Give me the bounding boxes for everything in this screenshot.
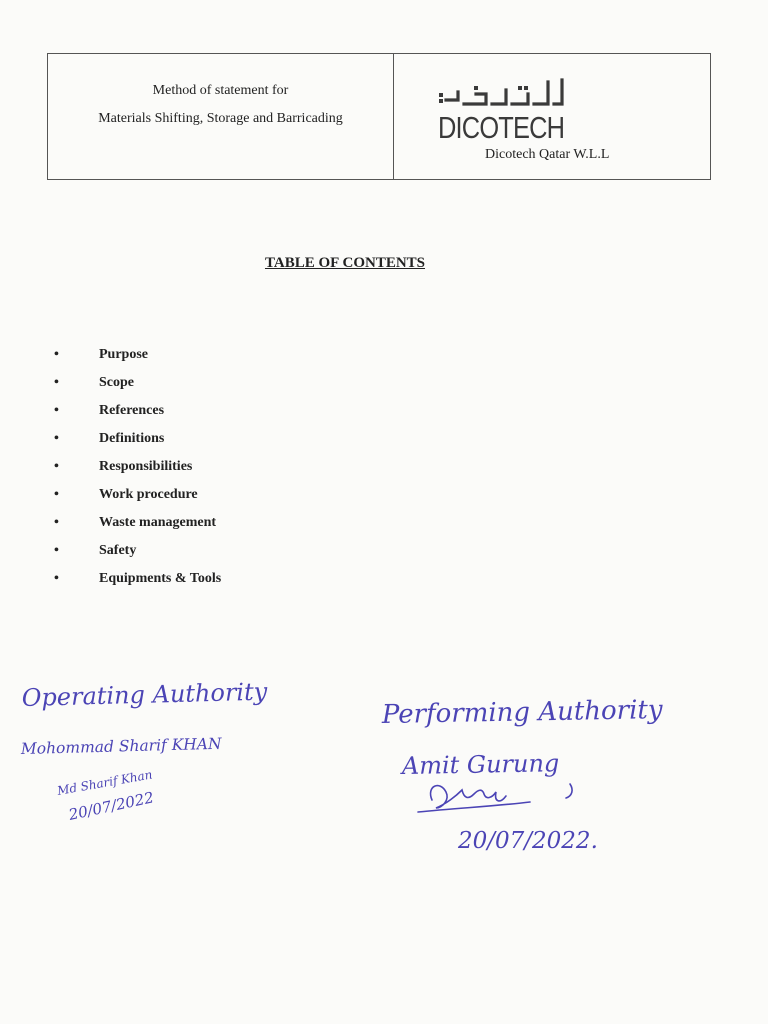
- company-name: Dicotech Qatar W.L.L: [485, 147, 610, 162]
- toc-item-label: Work procedure: [99, 487, 198, 502]
- title-line-2: Materials Shifting, Storage and Barricading: [98, 111, 343, 126]
- bullet-icon: •: [54, 543, 59, 558]
- toc-item-label: Safety: [99, 543, 137, 558]
- bullet-icon: •: [54, 515, 59, 530]
- operating-authority-date: 20/07/2022: [67, 788, 156, 824]
- performing-authority-date: 20/07/2022.: [458, 828, 598, 854]
- operating-authority-label: Operating Authority: [21, 677, 268, 712]
- toc-item-label: Responsibilities: [99, 459, 193, 474]
- performing-authority-signature-icon: [418, 784, 572, 812]
- toc-item-label: Scope: [99, 375, 134, 390]
- bullet-icon: •: [54, 459, 59, 474]
- toc-item-label: Waste management: [99, 515, 217, 530]
- operating-authority-name: Mohommad Sharif KHAN: [20, 734, 222, 758]
- toc-item-label: Definitions: [99, 431, 165, 446]
- dicotech-wordmark: DICOTECH: [438, 110, 565, 145]
- bullet-icon: •: [54, 403, 59, 418]
- performing-authority-name: Amit Gurung: [401, 749, 560, 780]
- performing-authority-label: Performing Authority: [381, 695, 663, 730]
- dicotech-arabic-logo-icon: [436, 74, 576, 114]
- bullet-icon: •: [54, 375, 59, 390]
- operating-authority-signature: Md Sharif Khan: [56, 767, 154, 798]
- title-line-1: Method of statement for: [152, 83, 289, 98]
- toc-item-label: References: [99, 403, 165, 418]
- bullet-icon: •: [54, 487, 59, 502]
- bullet-icon: •: [54, 431, 59, 446]
- company-block: [394, 54, 710, 179]
- toc-item-label: Equipments & Tools: [99, 571, 222, 586]
- toc-item-label: Purpose: [99, 347, 148, 362]
- document-header: [47, 53, 711, 180]
- document-title-block: [48, 54, 393, 179]
- bullet-icon: •: [54, 347, 59, 362]
- toc-title: TABLE OF CONTENTS: [264, 255, 426, 271]
- bullet-icon: •: [54, 571, 59, 586]
